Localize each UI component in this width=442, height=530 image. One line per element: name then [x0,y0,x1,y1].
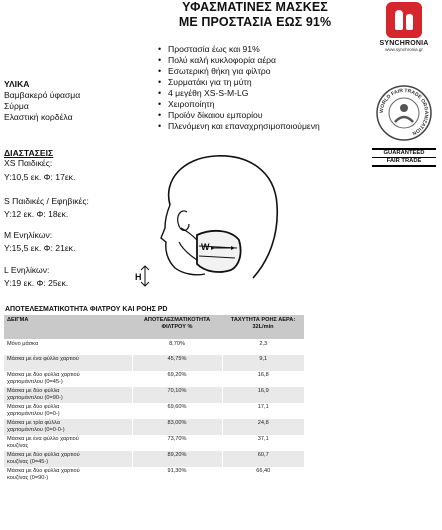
brand-site: www.synchronia.gr [385,47,423,52]
efficiency-cell: 8,70% [132,339,222,355]
table-title: ΑΠΟΤΕΛΕΣΜΑΤΙΚΟΤΗΤΑ ΦΙΛΤΡΟΥ ΚΑΙ ΡΟΗΣ PD [5,306,168,313]
feature-item: • Πλενόμενη και επαναχρησιμοποιούμενη [158,121,320,132]
table-row [4,371,304,387]
efficiency-cell: 70,10% [132,387,222,403]
title-line-2: ΜΕ ΠΡΟΣΤΑΣΙΑ ΕΩΣ 91% [178,15,332,29]
column-header: ΔΕΙΓΜΑ [4,315,132,339]
sample-cell [4,387,132,403]
sample-text: Μάσκα με δύο φύλλα χαρτιού [7,372,80,378]
sample-text: Μάσκα με δύο φύλλα [7,388,60,394]
sample-text: Μάσκα με ένα φύλλο χαρτιού [7,356,79,362]
flow-cell: 16,8 [222,371,304,387]
size-label: XS Παιδικές: [4,158,53,168]
sample-text: Μάσκα με δύο φύλλα [7,404,60,410]
size-label: L Ενηλίκων: [4,265,50,275]
sample-text: Μάσκα με τρία φύλλα [7,420,60,426]
flow-cell: 60,7 [222,451,304,467]
flow-cell: 16,9 [222,387,304,403]
material-item: Σύρμα [4,101,29,111]
size-value: Υ:15,5 εκ. Φ: 21εκ. [4,243,76,253]
flow-cell: 17,1 [222,403,304,419]
gft-line-2: FAIR TRADE [386,158,422,164]
brand-name: SYNCHRONIA [379,40,429,47]
synchronia-logo [377,2,431,52]
sample-text: χαρτομάντιλου (0=90-) [7,395,63,401]
sample-text: Μάσκα με δύο φύλλα χαρτιού [7,468,80,474]
sample-cell [4,371,132,387]
efficiency-cell: 45,75% [132,355,222,371]
feature-item: • Πολύ καλή κυκλοφορία αέρα [158,55,320,66]
column-header: ΤΑΧΥΤΗΤΑ ΡΟΗΣ ΑΕΡΑ: 32L/min [222,315,304,339]
flow-cell: 2,3 [222,339,304,355]
sample-text: κουζίνας (0=90-) [7,475,49,481]
feature-item: • Συρματάκι για τη μύτη [158,77,320,88]
gft-line-1: GUARANTEED [383,149,425,156]
flow-cell: 66,40 [222,467,304,483]
flow-cell: 24,8 [222,419,304,435]
table-row [4,419,304,435]
efficiency-cell: 83,00% [132,419,222,435]
efficiency-cell: 91,30% [132,467,222,483]
column-header: ΑΠΟΤΕΛΕΣΜΑΤΙΚΟΤΗΤΑ ΦΙΛΤΡΟΥ % [132,315,222,339]
flow-cell: 9,1 [222,355,304,371]
material-item: Ελαστική κορδέλα [4,112,73,122]
size-value: Υ:19 εκ. Φ: 25εκ. [4,278,69,288]
title-line-1: ΥΦΑΣΜΑΤΙΝΕΣ ΜΑΣΚΕΣ [182,0,328,14]
wfto-ring-text: WORLD FAIR TRADE ORGANIZATION [378,87,430,137]
sample-text: κουζίνας [7,443,29,449]
efficiency-cell: 69,20% [132,371,222,387]
sample-cell [4,403,132,419]
flow-cell: 37,1 [222,435,304,451]
sample-cell [4,355,132,371]
table-row [4,403,304,419]
mask-illustration [135,150,285,290]
sample-cell [4,467,132,483]
table-header-row [4,315,304,339]
efficiency-cell: 89,20% [132,451,222,467]
feature-list [158,44,320,132]
sample-text: χαρτομάντιλου (0=45-) [7,379,63,385]
size-label: M Ενηλίκων: [4,230,53,240]
sample-text: Μόνο μάσκα [7,340,39,347]
sample-cell [4,419,132,435]
wfto-seal-icon [375,84,433,142]
sample-text: Μάσκα με ένα φύλλο χαρτιού [7,436,79,442]
feature-item: • Προϊόν δίκαιου εμπορίου [158,110,320,121]
table-row [4,435,304,451]
material-item: Βαμβακερό ύφασμα [4,90,81,100]
dimension-w-label: W [201,242,210,252]
sample-cell [4,435,132,451]
feature-item: • Εσωτερική θήκη για φίλτρο [158,66,320,77]
size-value: Υ:10,5 εκ. Φ: 17εκ. [4,172,76,182]
sample-text: χαρτομάντιλου (0=0-0-) [7,427,65,433]
efficiency-cell: 69,60% [132,403,222,419]
footprint-icon [386,2,422,38]
size-value: Υ:12 εκ. Φ: 18εκ. [4,209,69,219]
feature-item: • Προστασία έως και 91% [158,44,320,55]
dimensions-heading: ΔΙΑΣΤΑΣΕΙΣ [4,148,54,158]
sample-cell [4,339,132,355]
sample-cell [4,451,132,467]
table-row [4,387,304,403]
size-label: S Παιδικές / Εφηβικές: [4,196,89,206]
dimension-h-label: H [135,272,142,282]
fair-trade-label [372,148,436,167]
feature-item: • Χειροποίητη [158,99,320,110]
sample-text: κουζίνας (0=45-) [7,459,49,465]
materials-heading: ΥΛΙΚΑ [4,79,30,89]
sample-text: Μάσκα με δύο φύλλα χαρτιού [7,452,80,458]
table-row [4,451,304,467]
sample-text: χαρτομάντιλου (0=0-) [7,411,60,417]
table-row [4,355,304,371]
table-row [4,339,304,355]
table-row [4,467,304,483]
page-title [150,0,360,30]
efficiency-cell: 73,70% [132,435,222,451]
feature-item: • 4 μεγέθη XS-S-M-LG [158,88,320,99]
filter-efficiency-table [4,315,304,483]
